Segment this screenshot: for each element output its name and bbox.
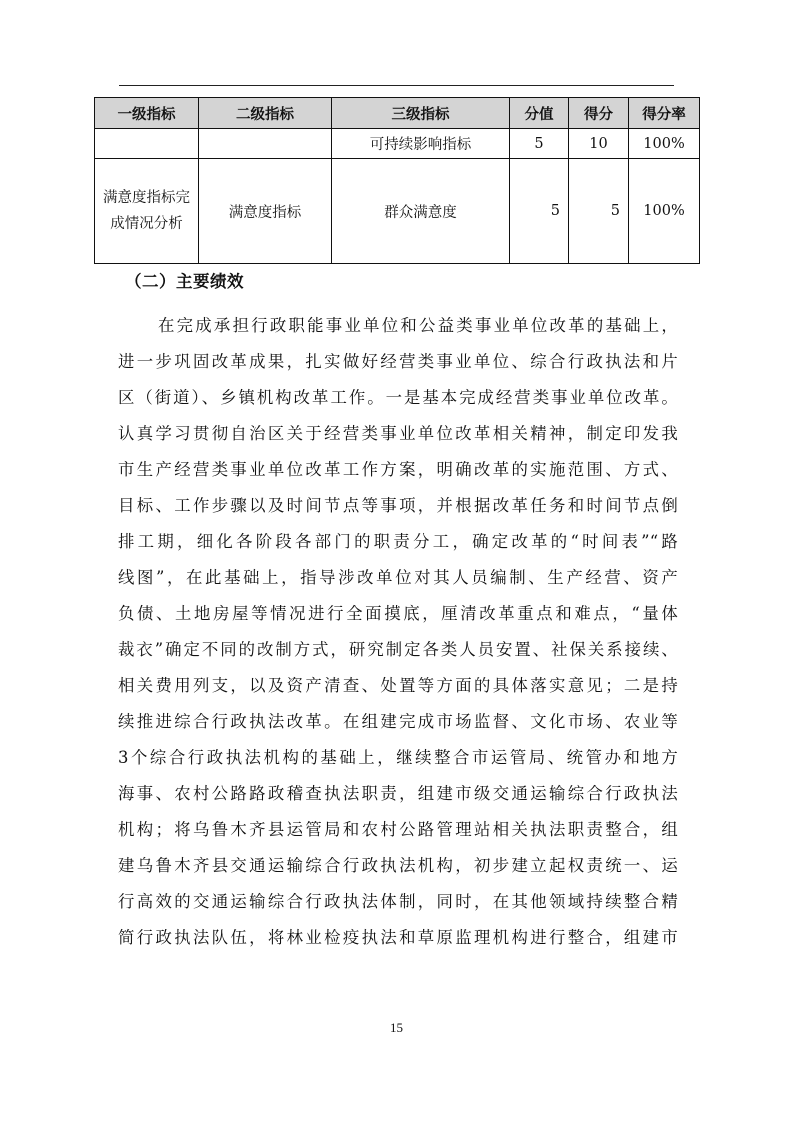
paragraph-line: 进一步巩固改革成果，扎实做好经营类事业单位、综合行政执法和片 bbox=[118, 352, 678, 371]
paragraph-line: 建乌鲁木齐县交通运输综合行政执法机构，初步建立起权责统一、运 bbox=[118, 856, 678, 875]
paragraph-line: 裁衣”确定不同的改制方式，研究制定各类人员安置、社保关系接续、 bbox=[118, 640, 678, 659]
paragraph-line: 相关费用列支，以及资产清查、处置等方面的具体落实意见；二是持 bbox=[118, 676, 678, 695]
table-row bbox=[95, 159, 700, 264]
paragraph-line: 简行政执法队伍，将林业检疫执法和草原监理机构进行整合，组建市 bbox=[118, 928, 678, 947]
cell-rate: 100% bbox=[629, 159, 700, 264]
paragraph-line: 负债、土地房屋等情况进行全面摸底，厘清改革重点和难点，“量体 bbox=[118, 604, 678, 623]
section-heading: （二）主要绩效 bbox=[125, 272, 244, 291]
header-level1: 一级指标 bbox=[95, 98, 199, 129]
paragraph-line: 海事、农村公路路政稽查执法职责，组建市级交通运输综合行政执法 bbox=[118, 784, 678, 803]
header-rate: 得分率 bbox=[629, 98, 700, 129]
paragraph-line: 在完成承担行政职能事业单位和公益类事业单位改革的基础上， bbox=[158, 316, 678, 335]
paragraph-line: 线图”，在此基础上，指导涉改单位对其人员编制、生产经营、资产 bbox=[118, 568, 678, 587]
cell-rate: 100% bbox=[629, 129, 700, 159]
page-number: 15 bbox=[390, 1020, 403, 1035]
cell-level1: 满意度指标完成情况分析 bbox=[95, 159, 199, 264]
cell-level3: 可持续影响指标 bbox=[332, 129, 510, 159]
paragraph-line: 机构；将乌鲁木齐县运管局和农村公路管理站相关执法职责整合，组 bbox=[118, 820, 678, 839]
page-header-rule bbox=[119, 85, 674, 86]
header-level2: 二级指标 bbox=[199, 98, 332, 129]
paragraph-line: 认真学习贯彻自治区关于经营类事业单位改革相关精神，制定印发我 bbox=[118, 424, 678, 443]
paragraph-line: 续推进综合行政执法改革。在组建完成市场监督、文化市场、农业等 bbox=[118, 712, 678, 731]
cell-points: 5 bbox=[510, 159, 569, 264]
body-paragraph bbox=[118, 308, 678, 956]
cell-level1 bbox=[95, 129, 199, 159]
paragraph-line: 区（街道）、乡镇机构改革工作。一是基本完成经营类事业单位改革。 bbox=[118, 388, 678, 407]
paragraph-line: 排工期，细化各阶段各部门的职责分工，确定改革的“时间表”“路 bbox=[118, 532, 678, 551]
header-level3: 三级指标 bbox=[332, 98, 510, 129]
cell-level2: 满意度指标 bbox=[199, 159, 332, 264]
table-header-row bbox=[95, 98, 700, 129]
paragraph-line: 目标、工作步骤以及时间节点等事项，并根据改革任务和时间节点倒 bbox=[118, 496, 678, 515]
header-score: 得分 bbox=[569, 98, 629, 129]
table-row bbox=[95, 129, 700, 159]
cell-points: 5 bbox=[510, 129, 569, 159]
paragraph-line: 行高效的交通运输综合行政执法体制，同时，在其他领域持续整合精 bbox=[118, 892, 678, 911]
cell-score: 5 bbox=[569, 159, 629, 264]
cell-level3: 群众满意度 bbox=[332, 159, 510, 264]
cell-level2 bbox=[199, 129, 332, 159]
performance-indicator-table bbox=[94, 97, 700, 264]
header-points: 分值 bbox=[510, 98, 569, 129]
cell-score: 10 bbox=[569, 129, 629, 159]
paragraph-line: 市生产经营类事业单位改革工作方案，明确改革的实施范围、方式、 bbox=[118, 460, 678, 479]
paragraph-line: 3个综合行政执法机构的基础上，继续整合市运管局、统管办和地方 bbox=[118, 748, 678, 767]
